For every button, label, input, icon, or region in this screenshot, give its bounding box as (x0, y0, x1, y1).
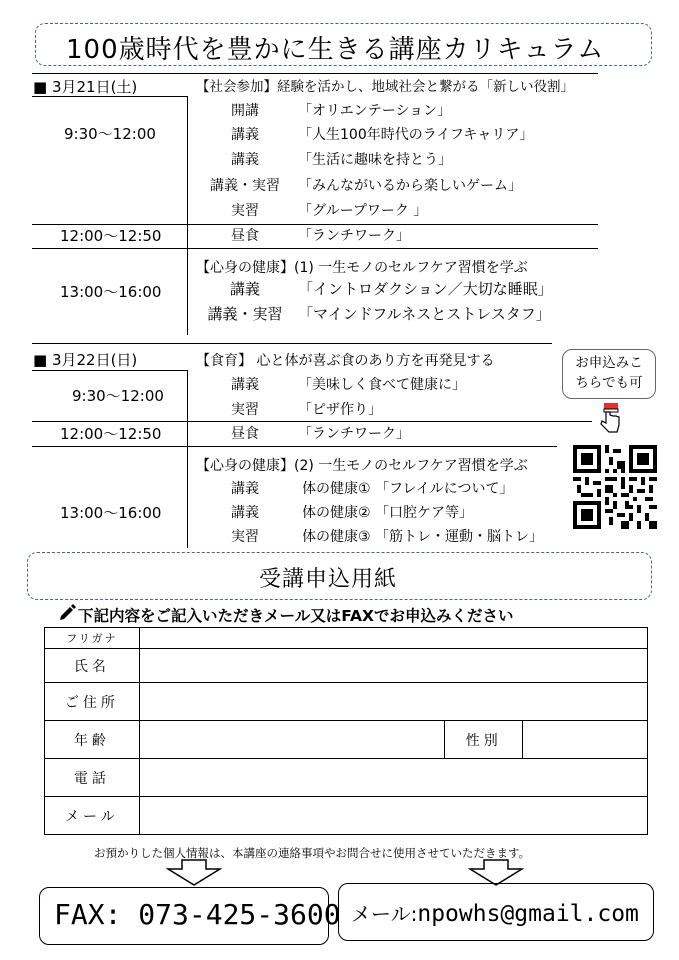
day2-m2-type: 実習 (231, 402, 259, 418)
day2-lunch-type: 昼食 (231, 426, 259, 442)
day1-m1-content: 「オリエンテーション」 (298, 103, 452, 119)
day2-a1-content: 体の健康① 「フレイルについて」 (302, 481, 514, 497)
day1-m4-content: 「みんながいるから楽しいゲーム」 (298, 178, 522, 194)
day2-afternoon-time: 13:00〜16:00 (60, 504, 162, 522)
gender-label: 性別 (445, 721, 523, 759)
day2-morning-time: 9:30〜12:00 (72, 387, 164, 405)
day1-a2-content: 「マインドフルネスとストレスタフ」 (298, 305, 551, 323)
day1-m1-type: 開講 (231, 103, 259, 119)
fax-number[interactable]: FAX: 073-425-3600 (54, 898, 341, 931)
form-heading: 受講申込用紙 (259, 567, 398, 592)
day2-lunch-time: 12:00〜12:50 (60, 425, 162, 443)
qr-note-line2: ちらでも可 (575, 375, 643, 391)
day2-a2-content: 体の健康② 「口腔ケア等」 (302, 505, 474, 521)
down-arrow-icon (166, 859, 222, 887)
mail-address[interactable]: npowhs@gmail.com (417, 901, 639, 927)
day2-a3-content: 体の健康③ 「筋トレ・運動・脳トレ」 (302, 529, 543, 545)
day1-m4-type: 講義・実習 (210, 178, 280, 194)
day2-vline (187, 370, 188, 548)
day1-afternoon-theme: 【心身の健康】(1) 一生モノのセルフケア習慣を学ぶ (196, 260, 528, 276)
day1-top-rule (32, 73, 598, 74)
day1-lunch-type: 昼食 (231, 228, 259, 244)
mail-line (351, 898, 639, 927)
day2-theme: 【食育】 心と体が喜ぶ食のあり方を再発見する (196, 353, 495, 369)
privacy-note: お預かりした個人情報は、本講座の連絡事項やお問合せに使用させていただきます。 (94, 846, 531, 860)
furigana-label: フリガナ (45, 628, 140, 649)
mail-label: メール: (351, 902, 418, 926)
age-label: 年齢 (45, 721, 140, 759)
day2-a2-type: 講義 (231, 505, 259, 521)
day2-m2-content: 「ピザ作り」 (298, 402, 382, 418)
day1-m5-type: 実習 (231, 203, 259, 219)
day2-lunch-rule-bottom (32, 446, 557, 447)
name-field[interactable] (139, 649, 647, 683)
application-form-table (44, 627, 648, 835)
day1-lunch-rule-top (32, 224, 598, 225)
day1-m2-type: 講義 (231, 127, 259, 143)
day1-date: ■ 3月21日(土) (33, 78, 138, 96)
day2-top-rule (32, 343, 552, 344)
day2-m1-content: 「美味しく食べて健康に」 (298, 377, 466, 393)
day1-lunch-time: 12:00〜12:50 (60, 227, 162, 245)
day1-m3-content: 「生活に趣味を持とう」 (298, 152, 452, 168)
day1-a2-type: 講義・実習 (207, 305, 283, 323)
day1-m3-type: 講義 (231, 152, 259, 168)
day2-a3-type: 実習 (231, 529, 259, 545)
age-field[interactable] (139, 721, 444, 759)
day1-m5-content: 「グループワーク 」 (298, 203, 428, 219)
page-title: 100歳時代を豊かに生きる講座カリキュラム (66, 35, 605, 65)
phone-label: 電話 (45, 759, 140, 797)
phone-field[interactable] (139, 759, 647, 797)
email-field[interactable] (139, 797, 647, 835)
pointing-hand-icon (598, 401, 624, 435)
day1-morning-time: 9:30〜12:00 (64, 125, 156, 143)
qr-code[interactable] (573, 445, 657, 529)
furigana-field[interactable] (139, 628, 647, 649)
day2-lunch-rule-top (32, 421, 592, 422)
day1-vline (187, 96, 188, 335)
day2-a1-type: 講義 (231, 481, 259, 497)
address-field[interactable] (139, 683, 647, 721)
day1-m2-content: 「人生100年時代のライフキャリア」 (298, 127, 534, 143)
day1-lunch-rule-bottom (32, 248, 598, 249)
day2-afternoon-theme: 【心身の健康】(2) 一生モノのセルフケア習慣を学ぶ (196, 458, 528, 474)
day1-date-rule (32, 96, 187, 97)
address-label: ご住所 (45, 683, 140, 721)
day2-lunch-content: 「ランチワーク」 (298, 426, 410, 442)
day1-afternoon-time: 13:00〜16:00 (60, 283, 162, 301)
day2-m1-type: 講義 (231, 377, 259, 393)
gender-field[interactable] (523, 721, 648, 759)
day1-a1-content: 「イントロダクション／大切な睡眠」 (298, 280, 553, 298)
day1-lunch-content: 「ランチワーク」 (298, 228, 410, 244)
day1-theme: 【社会参加】経験を活かし、地域社会と繋がる「新しい役割」 (196, 79, 574, 95)
name-label: 氏名 (45, 649, 140, 683)
qr-note-line1: お申込みこ (575, 355, 643, 371)
form-instruction: 下記内容をご記入いただきメール又はFAXでお申込みください (78, 607, 514, 625)
day2-date-rule (32, 370, 187, 371)
qr-note-bubble (562, 349, 656, 399)
day2-date: ■ 3月22日(日) (33, 351, 138, 369)
day1-a1-type: 講義 (229, 280, 260, 298)
pencil-icon (58, 604, 76, 622)
email-label: メール (45, 797, 140, 835)
